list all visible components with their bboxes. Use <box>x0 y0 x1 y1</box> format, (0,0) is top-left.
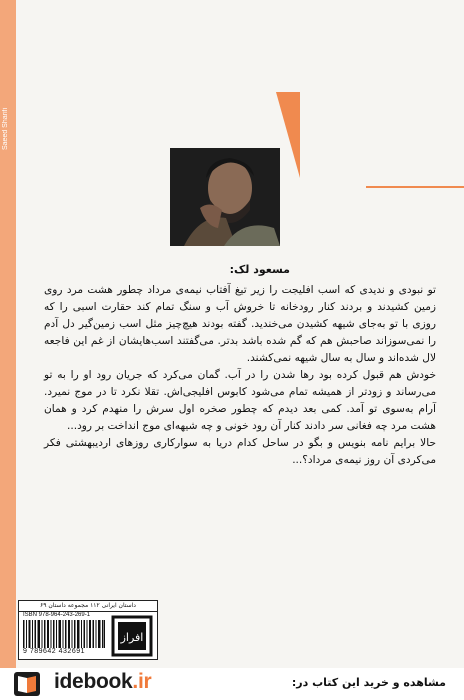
orange-rule <box>366 186 464 188</box>
barcode-icon <box>23 620 105 648</box>
ide-caption: مشاهده و خرید این کتاب در: <box>291 676 446 689</box>
publisher-logo <box>111 615 153 657</box>
ide-logo-name: idebook <box>54 670 133 693</box>
ide-logo-text[interactable] <box>54 670 151 694</box>
author-heading: مسعود لک: <box>229 263 290 276</box>
paragraph-2: خودش هم قبول کرده بود رها شدن را در آب. گمان می‌کرد که جریان رود او را به تو می‌رساند و زودتر از همیشه تمام می‌شود کابوس افلیجی‌اش. تقلا نکرد تا در موج نمیرد. آرام به‌سوی تو آمد. کمی بعد دیدم که چطور صخره اول سرش را منهدم کرد و همان هشت مرد چه فغانی سر دادند کنار آن رود خونی و چه شیهه‌ای موج انداخت بر رود... <box>44 369 436 432</box>
barcode-box <box>18 600 158 660</box>
ide-logo-domain: .ir <box>132 670 152 693</box>
publisher-logo-text: افراز <box>120 631 144 644</box>
paragraph-1: تو نبودی و ندیدی که اسب افلیجت را زیر تیغ آفتاب نیمه‌ی مرداد چطور هشت مرد روی زمین کشیدند و بردند کنار رودخانه تا خروش آب و سنگ تمام کند حقارت اسبی را که روزی با تو به‌جای شیهه کشیدن می‌خندید. گفته بودند هیچ‌چیز مثل اسب زمین‌گیر دل آدم را نمی‌سوزاند صاحبش هم که گم شده باشد بدتر. می‌گفتند اسب‌هایشان از غم این فاجعه لال شده‌اند و سال به سال شیهه نمی‌کشند. <box>44 284 436 364</box>
author-photo <box>170 148 280 246</box>
series-label: داستان ایرانی ۱۱۲ مجموعه داستان ۶۹ <box>19 601 157 612</box>
paragraph-3: حالا برایم نامه بنویس و بگو در ساحل کدام دریا به سوارکاری روزهای اردیبهشتی فکر می‌کردی آن روز نیمه‌ی مرداد؟... <box>44 437 436 466</box>
barcode-number: 9 789642 432691 <box>23 648 85 655</box>
back-cover-text <box>44 282 436 469</box>
spine-author-name: Saeed Sharifi <box>2 107 9 150</box>
isbn-text: ISBN 978-964-243-269-1 <box>23 612 91 618</box>
